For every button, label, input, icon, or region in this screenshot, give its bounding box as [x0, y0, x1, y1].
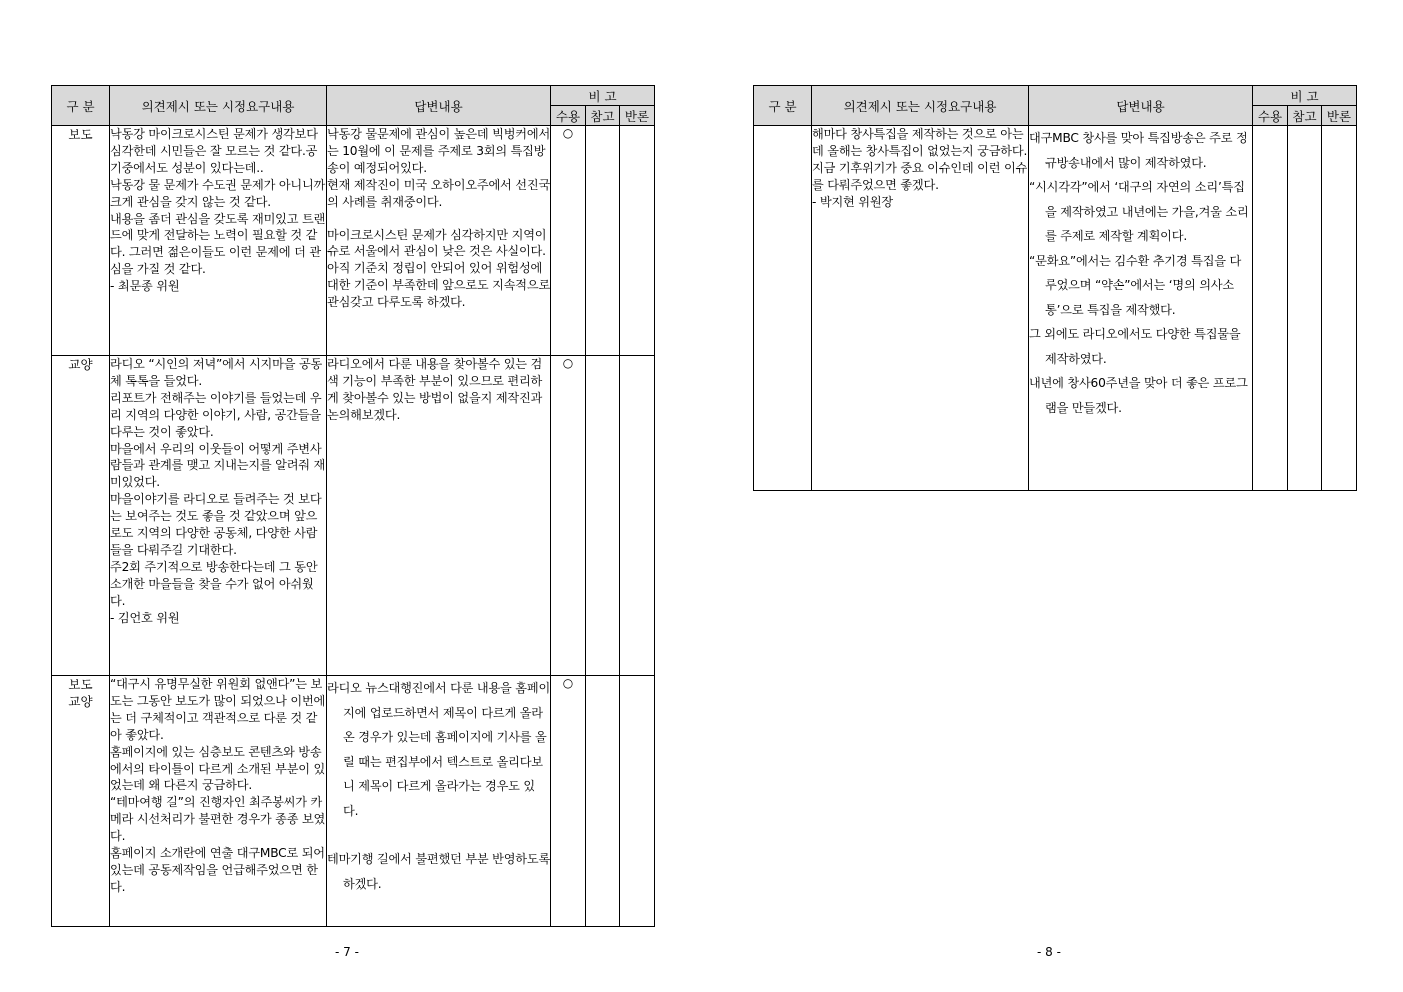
accept-cell — [1253, 126, 1288, 491]
table-row — [52, 126, 655, 356]
header-opinion: 의견제시 또는 시정요구내용 — [110, 86, 327, 126]
header-accept: 수용 — [551, 106, 586, 126]
table-row — [52, 676, 655, 927]
header-accept: 수용 — [1253, 106, 1288, 126]
row-answer: 라디오 뉴스대행진에서 다룬 내용을 홈페이지에 업로드하면서 제목이 다르게 올라온 경우가 있는데 홈페이지에 기사를 올릴 때는 편집부에서 텍스트로 올리다보니 제목이 다르게 올라가는 경우도 있다. 테마기행 길에서 불편했던 부분 반영하도록 하겠다. — [327, 676, 551, 927]
header-remarks: 비 고 — [1253, 86, 1357, 106]
page-number: - 8 - — [1037, 945, 1061, 959]
header-category: 구 분 — [52, 86, 110, 126]
row-opinion: 라디오 “시인의 저녁”에서 시지마을 공동체 톡톡을 들었다. 리포트가 전해주는 이야기를 들었는데 우리 지역의 다양한 이야기, 사람, 공간들을 다루는 것이 좋았다. 마을에서 우리의 이웃들이 어떻게 주변사람들과 관계를 맺고 지내는지를 알려줘 재미있었다. 마을이야기를 라디오로 들려주는 것 보다는 보여주는 것도 좋을 것 같았으며 앞으로도 지역의 다양한 공동체, 다양한 사람들을 다뤄주길 기대한다. 주2회 주기적으로 방송한다는데 그 동안 소개한 마을들을 찾을 수가 없어 아쉬웠다. - 김언호 위원 — [110, 356, 327, 676]
reference-cell — [586, 676, 620, 927]
reject-cell — [620, 356, 655, 676]
header-reference: 참고 — [1288, 106, 1322, 126]
header-opinion: 의견제시 또는 시정요구내용 — [812, 86, 1029, 126]
page8-table — [753, 85, 1357, 491]
header-reject: 반론 — [1322, 106, 1357, 126]
accept-mark: ○ — [551, 676, 586, 927]
header-answer: 답변내용 — [1029, 86, 1253, 126]
row-opinion: 해마다 창사특집을 제작하는 것으로 아는데 올해는 창사특집이 없었는지 궁금하다. 지금 기후위기가 중요 이슈인데 이런 이슈를 다뤄주었으면 좋겠다. - 박지현 위원장 — [812, 126, 1029, 491]
header-answer: 답변내용 — [327, 86, 551, 126]
row-answer: 낙동강 물문제에 관심이 높은데 빅벙커에서는 10월에 이 문제를 주제로 3회의 특집방송이 예정되어있다. 현재 제작진이 미국 오하이오주에서 선진국의 사례를 취재중이다. 마이크로시스틴 문제가 심각하지만 지역이슈로 서울에서 관심이 낮은 것은 사실이다. 아직 기준치 정립이 안되어 있어 위험성에 대한 기준이 부족한데 앞으로도 지속적으로 관심갖고 다루도록 하겠다. — [327, 126, 551, 356]
row-answer: 라디오에서 다룬 내용을 찾아볼수 있는 검색 기능이 부족한 부분이 있으므로 편리하게 찾아볼수 있는 방법이 없을지 제작진과 논의해보겠다. — [327, 356, 551, 676]
page-number: - 7 - — [335, 945, 359, 959]
row-category: 교양 — [52, 356, 110, 676]
header-remarks: 비 고 — [551, 86, 655, 106]
reference-cell — [1288, 126, 1322, 491]
reject-cell — [620, 676, 655, 927]
accept-mark: ○ — [551, 356, 586, 676]
row-answer: 대구MBC 창사를 맞아 특집방송은 주로 정규방송내에서 많이 제작하였다. “시시각각”에서 ‘대구의 자연의 소리’특집을 제작하였고 내년에는 가을,겨울 소리를 주제로 제작할 계획이다. “문화요”에서는 김수환 추기경 특집을 다루었으며 “약손”에서는 ‘명의 의사소통’으로 특집을 제작했다. 그 외에도 라디오에서도 다양한 특집물을 제작하였다. 내년에 창사60주년을 맞아 더 좋은 프로그램을 만들겠다. — [1029, 126, 1253, 491]
table-row — [52, 356, 655, 676]
table-row — [754, 126, 1357, 491]
reject-cell — [620, 126, 655, 356]
accept-mark: ○ — [551, 126, 586, 356]
page7-table — [51, 85, 655, 927]
reference-cell — [586, 356, 620, 676]
row-category: 보도 교양 — [52, 676, 110, 927]
row-opinion: 낙동강 마이크로시스틴 문제가 생각보다 심각한데 시민들은 잘 모르는 것 같다.공기중에서도 성분이 있다는데.. 낙동강 물 문제가 수도권 문제가 아니니까 크게 관심을 갖지 않는 것 같다. 내용을 좀더 관심을 갖도록 재미있고 트랜드에 맞게 전달하는 노력이 필요할 것 같다. 그러면 젊은이들도 이런 문제에 더 관심을 가질 것 같다. - 최문종 위원 — [110, 126, 327, 356]
row-opinion: “대구시 유명무실한 위원회 없앤다”는 보도는 그동안 보도가 많이 되었으나 이번에는 더 구체적이고 객관적으로 다룬 것 같아 좋았다. 홈페이지에 있는 심층보도 콘텐츠와 방송에서의 타이틀이 다르게 소개된 부분이 있었는데 왜 다른지 궁금하다. “테마여행 길”의 진행자인 최주봉씨가 카메라 시선처리가 불편한 경우가 종종 보였다. 홈페이지 소개란에 연출 대구MBC로 되어있는데 공동제작임을 언급해주었으면 한다. — [110, 676, 327, 927]
row-category — [754, 126, 812, 491]
header-category: 구 분 — [754, 86, 812, 126]
row-category: 보도 — [52, 126, 110, 356]
reference-cell — [586, 126, 620, 356]
reject-cell — [1322, 126, 1357, 491]
header-reject: 반론 — [620, 106, 655, 126]
header-reference: 참고 — [586, 106, 620, 126]
